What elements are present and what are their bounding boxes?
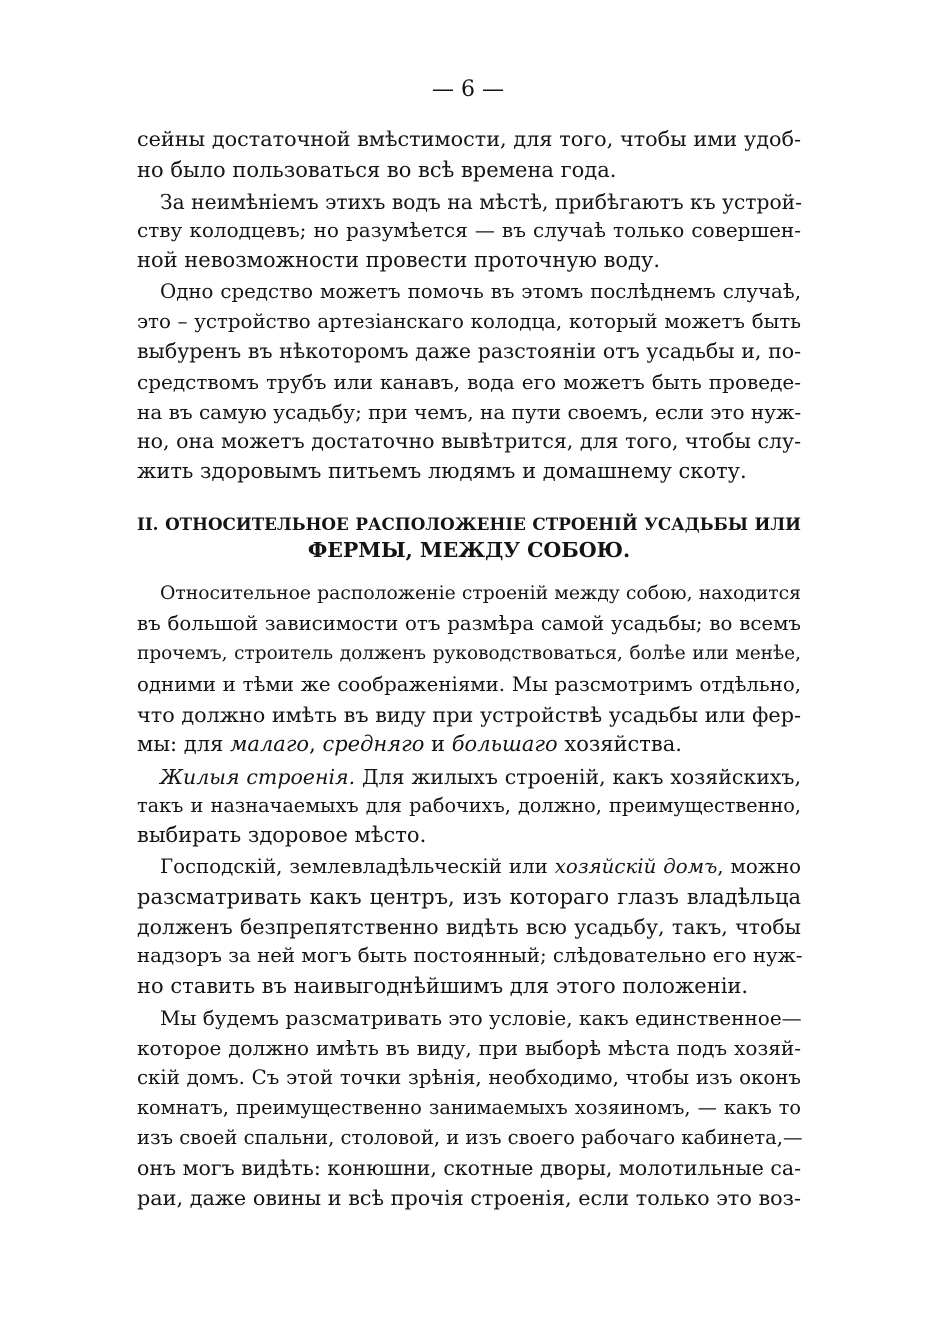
paragraph-3-line-7: жить здоровымъ питьемъ людямъ и домашнему скоту. xyxy=(137,459,747,483)
paragraph-4-line-6 xyxy=(137,728,801,760)
paragraph-2-line-3: ной невозможности провести проточную воду. xyxy=(137,248,660,272)
paragraph-7-line-6: онъ могъ видѣть: конюшни, скотные дворы, молотильные са- xyxy=(137,1156,802,1180)
paragraph-2-line-1: За неимѣніемъ этихъ водъ на мѣстѣ, прибѣгаютъ къ устрой- xyxy=(160,190,802,214)
paragraph-6-line-4: надзоръ за ней могъ быть постоянный; слѣдовательно его нуж- xyxy=(137,944,803,967)
paragraph-1-line-1: сейны достаточной вмѣстимости, для того, чтобы ими удоб- xyxy=(137,127,801,151)
paragraph-7-line-1: Мы будемъ разсматривать это условіе, какъ единственное— xyxy=(160,1006,802,1030)
paragraph-1-line-2: но было пользоваться во всѣ времена года. xyxy=(137,158,617,182)
paragraph-6-line-1-prefix: Господскій, землевладѣльческій или xyxy=(160,855,555,878)
paragraph-5-line-3: выбирать здоровое мѣсто. xyxy=(137,823,427,847)
paragraph-5-line-2: такъ и назначаемыхъ для рабочихъ, должно, преимущественно, xyxy=(137,794,801,817)
paragraph-4-line-2: въ большой зависимости отъ размѣра самой усадьбы; во всемъ xyxy=(137,612,801,635)
italic-term-small: малаго xyxy=(230,732,310,756)
paragraph-3-line-3: выбуренъ въ нѣкоторомъ даже разстояніи отъ усадьбы и, по- xyxy=(137,339,801,363)
paragraph-5-line-1-rest: Для жилыхъ строеній, какъ хозяйскихъ, xyxy=(355,765,801,789)
paragraph-6-line-2: разсматривать какъ центръ, изъ котораго глазъ владѣльца xyxy=(137,885,801,909)
paragraph-4-line-6-sep-2: и xyxy=(424,732,452,756)
paragraph-4-line-1: Относительное расположеніе строеній между собою, находится xyxy=(160,583,801,604)
paragraph-4-line-5: что должно имѣть въ виду при устройствѣ усадьбы или фер- xyxy=(137,703,801,727)
section-heading-line-1: II. ОТНОСИТЕЛЬНОЕ РАСПОЛОЖЕНІЕ СТРОЕНІЙ УСАДЬБЫ ИЛИ xyxy=(137,514,801,534)
italic-term-masters-house: хозяйскій домъ xyxy=(554,855,718,878)
paragraph-3-line-1: Одно средство можетъ помочь въ этомъ послѣднемъ случаѣ, xyxy=(160,280,801,303)
paragraph-4-line-6-sep-1: , xyxy=(309,732,323,756)
paragraph-4-line-4: одними и тѣми же соображеніями. Мы разсмотримъ отдѣльно, xyxy=(137,673,801,696)
italic-term-medium: средняго xyxy=(322,732,425,756)
paragraph-4-line-6-prefix: мы: для xyxy=(137,732,230,756)
paragraph-6-line-1 xyxy=(160,851,801,883)
italic-term-dwellings: Жилыя строенія. xyxy=(160,765,356,789)
paragraph-6-line-5: но ставить въ наивыгоднѣйшимъ для этого положеніи. xyxy=(137,974,749,998)
paragraph-3-line-4: средствомъ трубъ или канавъ, вода его можетъ быть проведе- xyxy=(137,370,801,394)
paragraph-7-line-2: которое должно имѣть въ виду, при выборѣ мѣста подъ хозяй- xyxy=(137,1036,801,1060)
paragraph-6-line-1-suffix: , можно xyxy=(717,855,802,878)
paragraph-6-line-3: долженъ безпрепятственно видѣть всю усадьбу, такъ, чтобы xyxy=(137,915,801,939)
paragraph-7-line-7: раи, даже овины и всѣ прочія строенія, если только это воз- xyxy=(137,1186,801,1210)
paragraph-7-line-4: комнатъ, преимущественно занимаемыхъ хозяиномъ, — какъ то xyxy=(137,1096,801,1119)
paragraph-3-line-6: но, она можетъ достаточно вывѣтрится, для того, чтобы слу- xyxy=(137,429,801,453)
paragraph-4-line-3: прочемъ, строитель долженъ руководствоваться, болѣе или менѣе, xyxy=(137,643,801,664)
italic-term-large: большаго xyxy=(451,732,558,756)
paragraph-7-line-3: скій домъ. Съ этой точки зрѣнія, необходимо, чтобы изъ оконъ xyxy=(137,1066,801,1089)
paragraph-5-line-1 xyxy=(160,761,801,793)
page-number: — 6 — xyxy=(432,77,504,102)
section-heading-line-2: ФЕРМЫ, МЕЖДУ СОБОЮ. xyxy=(307,538,631,562)
paragraph-4-line-6-suffix: хозяйства. xyxy=(557,732,682,756)
paragraph-3-line-2: это – устройство артезіанскаго колодца, который можетъ быть xyxy=(137,310,801,333)
paragraph-3-line-5: на въ самую усадьбу; при чемъ, на пути своемъ, если это нуж- xyxy=(137,400,802,424)
paragraph-7-line-5: изъ своей спальни, столовой, и изъ своего рабочаго кабинета,— xyxy=(137,1126,803,1149)
paragraph-2-line-2: ству колодцевъ; но разумѣется — въ случаѣ только совершен- xyxy=(137,218,801,242)
